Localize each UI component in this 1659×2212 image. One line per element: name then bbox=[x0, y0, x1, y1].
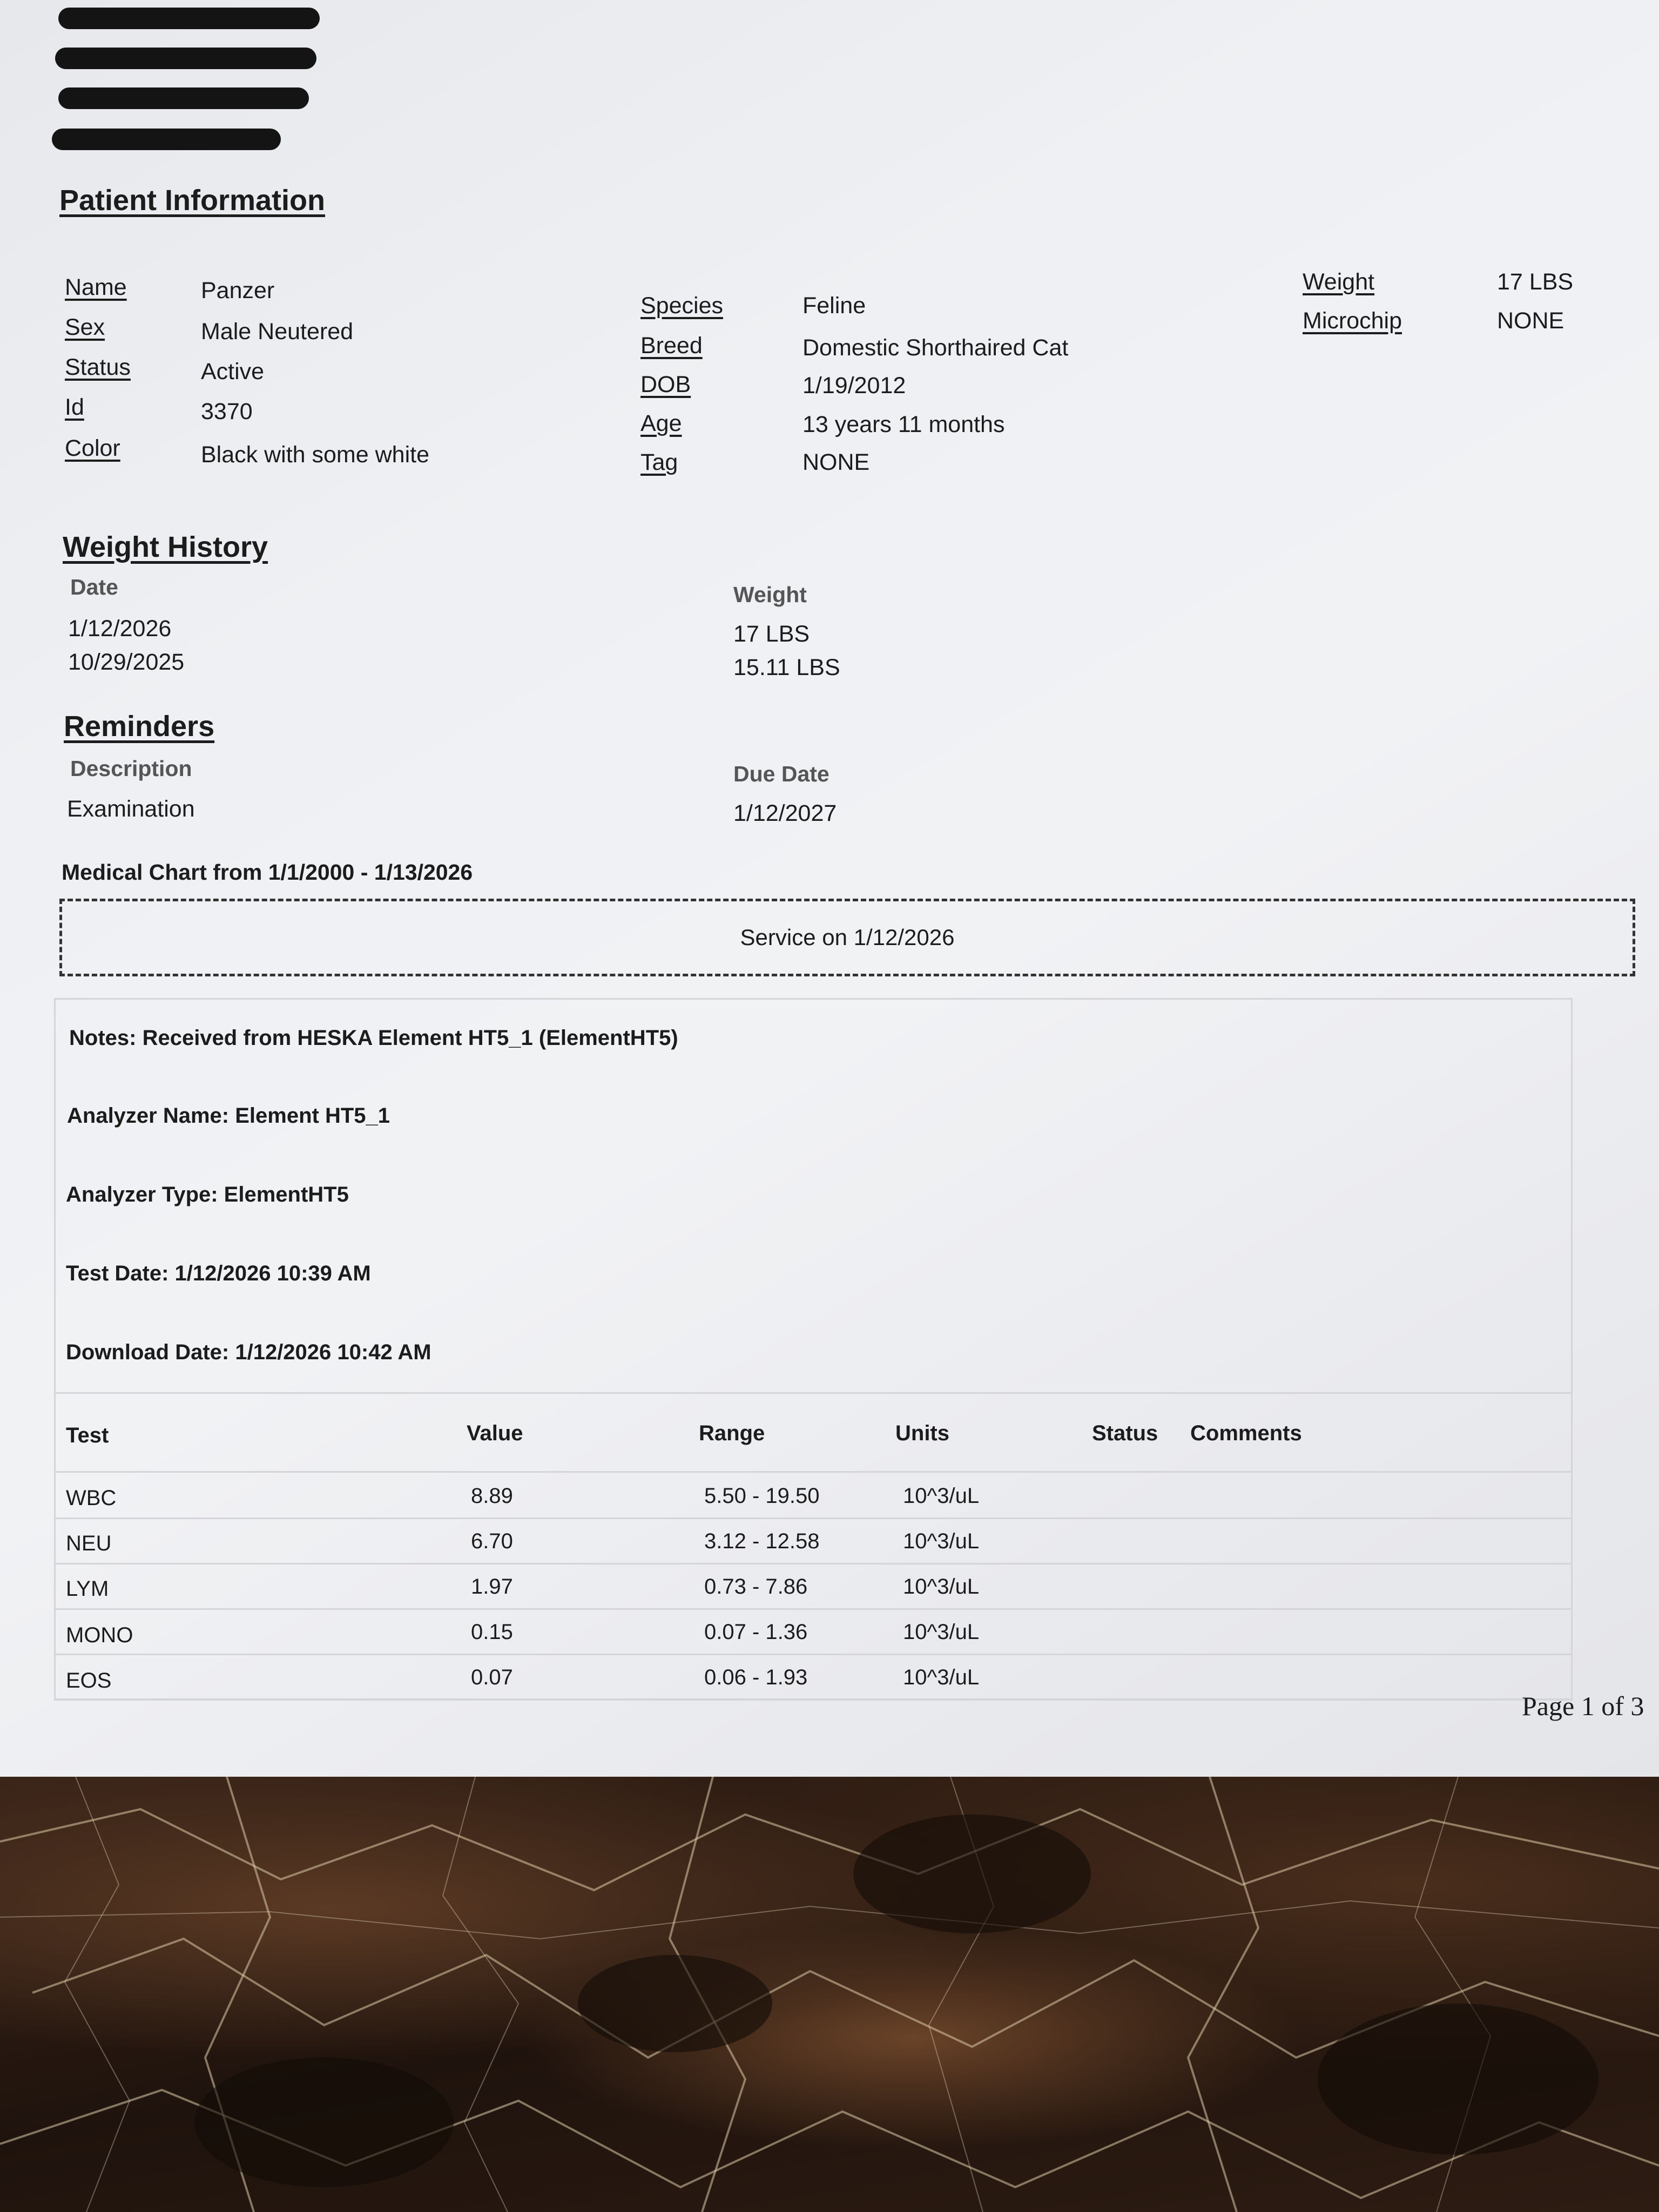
download-date: Download Date: 1/12/2026 10:42 AM bbox=[66, 1340, 431, 1364]
cell-units: 10^3/uL bbox=[903, 1529, 980, 1553]
page-indicator: Page 1 of 3 bbox=[1522, 1691, 1644, 1721]
table-divider bbox=[54, 1608, 1573, 1610]
cell-test: WBC bbox=[66, 1486, 117, 1510]
col-header-range: Range bbox=[699, 1421, 765, 1445]
analyzer-type: Analyzer Type: ElementHT5 bbox=[66, 1183, 349, 1206]
cell-test: EOS bbox=[66, 1669, 112, 1692]
tag-label: Tag bbox=[640, 449, 678, 475]
table-divider bbox=[54, 1654, 1573, 1655]
weight-history-date: 1/12/2026 bbox=[68, 616, 172, 642]
microchip-value: NONE bbox=[1497, 308, 1564, 334]
breed-value: Domestic Shorthaired Cat bbox=[802, 335, 1069, 361]
weight-history-date-header: Date bbox=[70, 575, 118, 599]
weight-history-weight: 15.11 LBS bbox=[733, 655, 840, 680]
marble-countertop bbox=[0, 1777, 1659, 2212]
cell-value: 0.07 bbox=[471, 1665, 513, 1689]
redacted-clinic-street bbox=[55, 48, 316, 69]
cell-value: 6.70 bbox=[471, 1529, 513, 1553]
status-value: Active bbox=[201, 359, 265, 385]
species-label: Species bbox=[640, 293, 723, 319]
table-divider bbox=[54, 1563, 1573, 1564]
cell-test: MONO bbox=[66, 1623, 133, 1647]
cell-range: 0.06 - 1.93 bbox=[704, 1665, 808, 1689]
weight-history-weight-header: Weight bbox=[733, 582, 807, 607]
age-label: Age bbox=[640, 410, 682, 436]
table-divider bbox=[54, 1518, 1573, 1519]
weight-label: Weight bbox=[1303, 269, 1375, 295]
table-divider bbox=[54, 1699, 1573, 1701]
cell-test: NEU bbox=[66, 1532, 112, 1555]
name-value: Panzer bbox=[201, 278, 275, 304]
cell-range: 3.12 - 12.58 bbox=[704, 1529, 820, 1553]
status-label: Status bbox=[65, 354, 131, 380]
tag-value: NONE bbox=[802, 449, 870, 475]
notes-received: Notes: Received from HESKA Element HT5_1 (ElementHT5) bbox=[69, 1026, 678, 1050]
reminders-due-date-header: Due Date bbox=[733, 761, 830, 786]
reminders-heading: Reminders bbox=[64, 710, 215, 743]
breed-label: Breed bbox=[640, 333, 703, 359]
cell-range: 5.50 - 19.50 bbox=[704, 1484, 820, 1508]
redacted-clinic-name bbox=[58, 8, 320, 29]
cell-value: 1.97 bbox=[471, 1575, 513, 1599]
col-header-status: Status bbox=[1092, 1421, 1158, 1445]
cell-range: 0.73 - 7.86 bbox=[704, 1575, 808, 1599]
id-value: 3370 bbox=[201, 399, 253, 424]
patient-information-heading: Patient Information bbox=[59, 184, 326, 217]
reminder-due-date: 1/12/2027 bbox=[733, 800, 837, 826]
cell-test: LYM bbox=[66, 1577, 109, 1601]
reminder-description: Examination bbox=[67, 796, 195, 822]
reminders-description-header: Description bbox=[70, 756, 192, 781]
marble-veins bbox=[0, 1777, 1659, 2212]
col-header-comments: Comments bbox=[1190, 1421, 1302, 1445]
dob-label: DOB bbox=[640, 372, 691, 397]
table-divider bbox=[54, 1471, 1573, 1473]
age-value: 13 years 11 months bbox=[802, 412, 1005, 437]
weight-history-weight: 17 LBS bbox=[733, 621, 810, 647]
color-label: Color bbox=[65, 435, 120, 461]
test-date: Test Date: 1/12/2026 10:39 AM bbox=[66, 1262, 371, 1285]
cell-range: 0.07 - 1.36 bbox=[704, 1620, 808, 1644]
cell-units: 10^3/uL bbox=[903, 1665, 980, 1689]
weight-value: 17 LBS bbox=[1497, 269, 1574, 295]
redacted-clinic-city bbox=[58, 87, 309, 109]
redacted-clinic-phone bbox=[52, 129, 281, 150]
microchip-label: Microchip bbox=[1303, 308, 1402, 334]
medical-chart-title: Medical Chart from 1/1/2000 - 1/13/2026 bbox=[62, 860, 473, 885]
service-box bbox=[59, 899, 1635, 976]
sex-value: Male Neutered bbox=[201, 319, 354, 345]
col-header-test: Test bbox=[66, 1424, 109, 1447]
cell-value: 8.89 bbox=[471, 1484, 513, 1508]
cell-value: 0.15 bbox=[471, 1620, 513, 1644]
weight-history-heading: Weight History bbox=[63, 531, 268, 563]
sex-label: Sex bbox=[65, 314, 105, 340]
cell-units: 10^3/uL bbox=[903, 1575, 980, 1599]
weight-history-date: 10/29/2025 bbox=[68, 649, 185, 675]
color-value: Black with some white bbox=[201, 442, 429, 468]
service-title: Service on 1/12/2026 bbox=[740, 925, 955, 950]
id-label: Id bbox=[65, 394, 84, 420]
dob-value: 1/19/2012 bbox=[802, 373, 906, 399]
name-label: Name bbox=[65, 274, 127, 300]
table-divider bbox=[54, 1392, 1573, 1394]
col-header-value: Value bbox=[467, 1421, 523, 1445]
species-value: Feline bbox=[802, 293, 866, 319]
cell-units: 10^3/uL bbox=[903, 1620, 980, 1644]
cell-units: 10^3/uL bbox=[903, 1484, 980, 1508]
col-header-units: Units bbox=[895, 1421, 949, 1445]
analyzer-name: Analyzer Name: Element HT5_1 bbox=[67, 1104, 390, 1128]
